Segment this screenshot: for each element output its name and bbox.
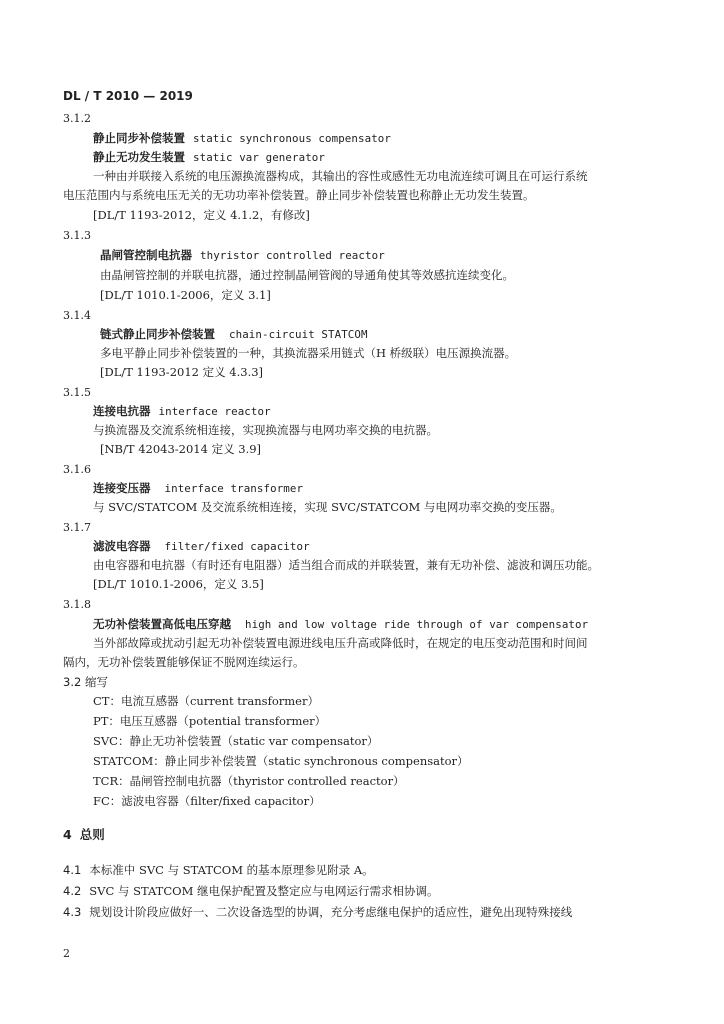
term-source: [NB/T 42043-2014 定义 3.9]: [100, 442, 262, 456]
document-code: DL / T 2010 — 2019: [63, 89, 193, 103]
term-name-en: chain-circuit STATCOM: [229, 328, 368, 341]
term-number: 3.1.2: [63, 112, 91, 125]
term-definition: 与 SVC/STATCOM 及交流系统相连接，实现 SVC/STATCOM 与电网功率交换的变压器。: [93, 500, 562, 514]
term-definition: 多电平静止同步补偿装置的一种，其换流器采用链式（H 桥级联）电压源换流器。: [100, 346, 517, 360]
term-name: [93, 617, 588, 632]
clause: [63, 905, 572, 919]
abbreviation-item: STATCOM：静止同步补偿装置（static synchronous compensator）: [93, 754, 469, 768]
term-number: 3.1.3: [63, 229, 91, 242]
abbreviation-item: FC：滤波电容器（filter/fixed capacitor）: [93, 794, 321, 808]
term-source: [DL/T 1010.1-2006，定义 3.1]: [100, 288, 271, 302]
abbreviation-item: CT：电流互感器（current transformer）: [93, 694, 319, 708]
clause: [63, 863, 374, 877]
section-number: 4: [63, 827, 72, 842]
term-source: [DL/T 1193-2012，定义 4.1.2，有修改]: [93, 208, 310, 222]
abbreviation-item: PT：电压互感器（potential transformer）: [93, 714, 327, 728]
abbreviation-item: SVC：静止无功补偿装置（static var compensator）: [93, 734, 379, 748]
term-name: [100, 327, 368, 342]
page-number: 2: [63, 947, 70, 960]
clause-text: SVC 与 STATCOM 继电保护配置及整定应与电网运行需求相协调。: [89, 884, 439, 898]
term-name-en: interface reactor: [158, 405, 271, 418]
term-definition: 电压范围内与系统电压无关的无功功率补偿装置。静止同步补偿装置也称静止无功发生装置。: [63, 188, 535, 202]
term-name: [100, 248, 385, 263]
term-name: [93, 150, 325, 165]
term-name-cn: 静止无功发生装置: [93, 150, 185, 164]
clause-number: 4.1: [63, 863, 82, 877]
term-name: [93, 481, 303, 496]
term-name-cn: 静止同步补偿装置: [93, 131, 185, 145]
term-number: 3.1.5: [63, 386, 91, 399]
term-name-cn: 连接电抗器: [93, 404, 151, 418]
term-number: 3.1.8: [63, 598, 91, 611]
term-name-cn: 连接变压器: [93, 481, 151, 495]
term-name-cn: 滤波电容器: [93, 539, 151, 553]
term-name: [93, 131, 391, 146]
section-title-text: 总则: [79, 827, 105, 842]
term-number: 3.1.6: [63, 463, 91, 476]
term-name-en: high and low voltage ride through of var compensator: [245, 618, 589, 631]
term-name-cn: 晶闸管控制电抗器: [100, 248, 192, 262]
section-heading: 3.2 缩写: [63, 675, 108, 689]
term-name-cn: 链式静止同步补偿装置: [100, 327, 215, 341]
term-definition: 当外部故障或扰动引起无功补偿装置电源进线电压升高或降低时，在规定的电压变动范围和时间间: [93, 636, 588, 650]
term-name: [93, 539, 310, 554]
term-source: [DL/T 1193-2012 定义 4.3.3]: [100, 365, 264, 379]
term-name-cn: 无功补偿装置高低电压穿越: [93, 617, 231, 631]
term-name-en: thyristor controlled reactor: [200, 249, 385, 262]
abbreviation-item: TCR：晶闸管控制电抗器（thyristor controlled reactor）: [93, 774, 405, 788]
clause-text: 规划设计阶段应做好一、二次设备选型的协调，充分考虑继电保护的适应性，避免出现特殊接线: [89, 905, 573, 919]
term-definition: 由晶闸管控制的并联电抗器，通过控制晶闸管阀的导通角使其等效感抗连续变化。: [100, 268, 514, 282]
section-title: [63, 828, 105, 842]
clause: [63, 884, 439, 898]
term-definition: 与换流器及交流系统相连接，实现换流器与电网功率交换的电抗器。: [93, 423, 438, 437]
term-name: [93, 404, 271, 419]
clause-number: 4.2: [63, 884, 82, 898]
term-definition: 一种由并联接入系统的电压源换流器构成，其输出的容性或感性无功电流连续可调且在可运行系统: [93, 169, 588, 183]
term-name-en: static synchronous compensator: [193, 132, 392, 145]
term-name-en: static var generator: [193, 151, 326, 164]
clause-text: 本标准中 SVC 与 STATCOM 的基本原理参见附录 A。: [89, 863, 374, 877]
term-name-en: interface transformer: [164, 482, 304, 495]
term-definition: 隔内，无功补偿装置能够保证不脱网连续运行。: [63, 655, 305, 669]
term-definition: 由电容器和电抗器（有时还有电阻器）适当组合而成的并联装置，兼有无功补偿、滤波和调压功能。: [93, 558, 599, 572]
clause-number: 4.3: [63, 905, 82, 919]
term-number: 3.1.4: [63, 309, 91, 322]
term-name-en: filter/fixed capacitor: [164, 540, 310, 553]
term-number: 3.1.7: [63, 521, 91, 534]
term-source: [DL/T 1010.1-2006，定义 3.5]: [93, 577, 264, 591]
